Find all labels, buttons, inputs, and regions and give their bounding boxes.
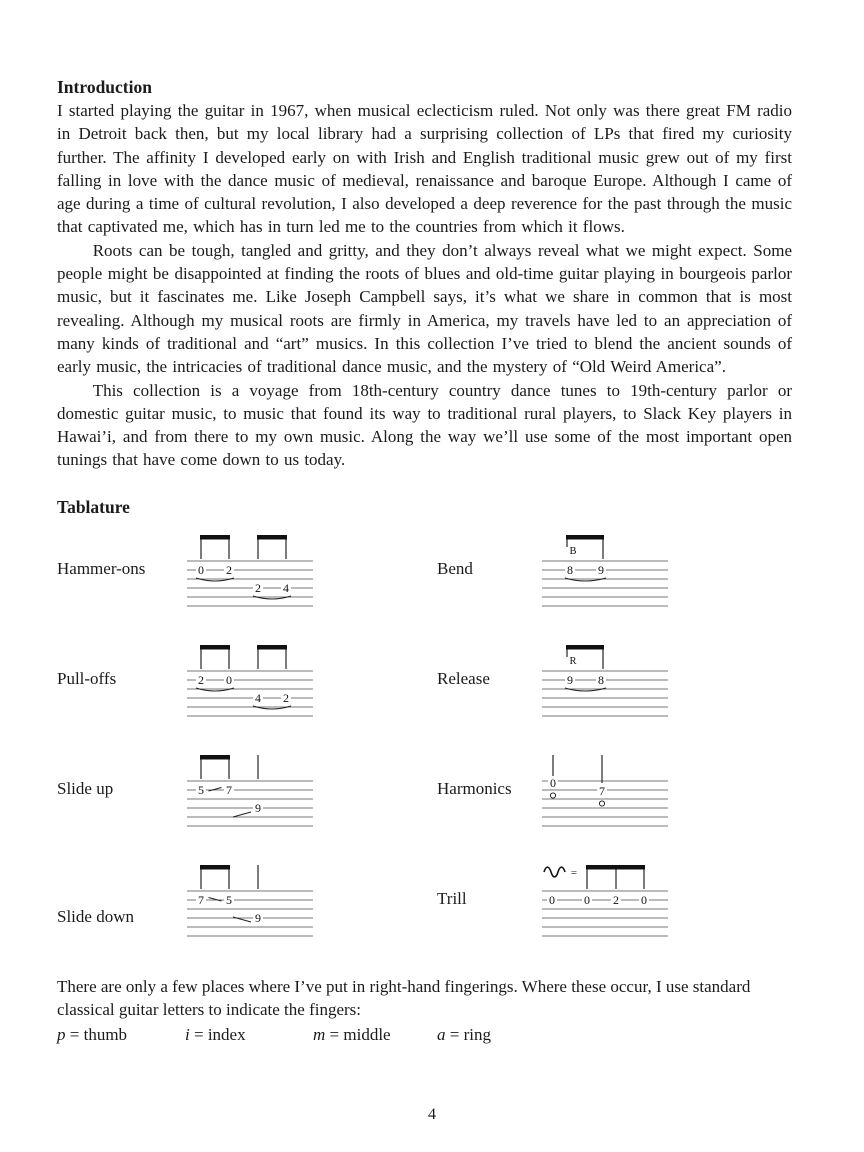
release-mark: R xyxy=(569,655,577,667)
pull-offs-staff xyxy=(185,643,437,733)
intro-paragraph-1: I started playing the guitar in 1967, when musical eclecticism ruled. Not only was there great FM radio in Detroit back then, but my local library had a surprising collection of LPs that fired my curiosity further. The affinity I developed early on with Irish and English traditional music grew out of my first falling in love with the dance music of medieval, renaissance and baroque Europe. Although I came of age during a time of cultural revolution, I also developed a deep reverence for the past through the music that captivated me, which has in turn led me to the countries from which it flows. xyxy=(57,101,792,237)
trill-tab-diagram xyxy=(540,863,670,948)
slur xyxy=(565,688,606,691)
trill-label: Trill xyxy=(437,888,467,908)
tab-number: 4 xyxy=(283,580,289,595)
staff-lines xyxy=(542,891,668,936)
slide-down-tab-diagram xyxy=(185,863,315,948)
tab-number: 0 xyxy=(584,892,590,907)
fingering-middle: m = middle xyxy=(313,1025,391,1045)
slide-down-staff xyxy=(185,863,437,953)
pull-offs-label: Pull-offs xyxy=(57,668,117,688)
tab-row-3 xyxy=(57,753,792,843)
hammer-ons-tab-diagram xyxy=(185,533,315,618)
release-tab-diagram xyxy=(540,643,670,728)
tab-number: 0 xyxy=(550,775,556,790)
beam xyxy=(566,535,604,540)
tab-row-2 xyxy=(57,643,792,733)
slur xyxy=(196,688,234,691)
hammer-ons-label: Hammer-ons xyxy=(57,558,146,578)
page-number: 4 xyxy=(428,1106,436,1123)
trill-equals: = xyxy=(570,866,578,879)
beams xyxy=(200,645,287,650)
tab-number: 9 xyxy=(598,562,604,577)
introduction-heading: Introduction xyxy=(57,77,152,97)
stems xyxy=(553,755,602,783)
tab-number: 2 xyxy=(283,690,289,705)
tab-number: 0 xyxy=(198,562,204,577)
intro-paragraph-2: Roots can be tough, tangled and gritty, and they don’t always reveal what we might expect. Some people might be disappointed at finding the roots of blues and old-time guitar playing in bourgeois parlor music, but it fascinates me. Like Joseph Campbell says, it’s what we share in common that is most revealing. Although my musical roots are firmly in America, my travels have led to an appreciation of many kinds of traditional and “art” musics. In this collection I’ve tried to blend the ancient sounds of early music, the intricacies of traditional dance music, and the mystery of “Old Weird America”. xyxy=(57,240,792,377)
beam xyxy=(566,645,604,650)
tab-number: 9 xyxy=(567,672,573,687)
harmonic-circles xyxy=(550,793,604,806)
fingering-thumb: p = thumb xyxy=(57,1025,128,1045)
bend-tab-diagram xyxy=(540,533,670,618)
tab-number: 2 xyxy=(226,562,232,577)
tab-row-1 xyxy=(57,533,792,623)
fingering-index: i = index xyxy=(185,1025,246,1045)
slide-down-label: Slide down xyxy=(57,906,134,926)
tab-number: 8 xyxy=(598,672,604,687)
tab-number: 2 xyxy=(255,580,261,595)
release-staff xyxy=(540,643,670,733)
bend-label: Bend xyxy=(437,558,473,578)
slur xyxy=(253,596,291,599)
slur xyxy=(565,578,606,581)
tab-number: 2 xyxy=(198,672,204,687)
bend-mark: B xyxy=(569,545,577,557)
slide-up-label: Slide up xyxy=(57,778,114,798)
tab-number: 0 xyxy=(226,672,232,687)
tab-number: 7 xyxy=(226,782,232,797)
tab-number: 5 xyxy=(198,782,204,797)
beam xyxy=(200,755,230,760)
beam xyxy=(200,865,230,870)
tab-row-4 xyxy=(57,863,792,953)
trill-staff xyxy=(540,863,670,953)
slide-up-tab-diagram xyxy=(185,753,315,838)
trill-squiggle-icon xyxy=(544,867,565,877)
tab-number: 5 xyxy=(226,892,232,907)
tab-number: 9 xyxy=(255,910,261,925)
slur xyxy=(196,578,234,581)
slide-up-staff xyxy=(185,753,437,843)
tab-number: 7 xyxy=(599,783,605,798)
intro-paragraph-3: This collection is a voyage from 18th-century country dance tunes to 19th-century parlor or domestic guitar music, to music that found its way to traditional rural players, to Slack Key players in Hawai’i, and from there to my own music. Along the way we’ll use some of the most important open tunings that have come down to us today. xyxy=(57,380,792,470)
tab-number: 0 xyxy=(641,892,647,907)
beams xyxy=(200,535,287,540)
harmonics-staff xyxy=(540,753,670,843)
release-label: Release xyxy=(437,668,490,688)
pull-offs-tab-diagram xyxy=(185,643,315,728)
tablature-heading: Tablature xyxy=(57,496,130,517)
bend-staff xyxy=(540,533,670,623)
tab-number: 4 xyxy=(255,690,261,705)
fingerings-intro-text: There are only a few places where I’ve put in right-hand fingerings. Where these occur, I use standard classical guitar letters to indicate the fingers: xyxy=(57,976,751,1020)
tab-number: 2 xyxy=(613,892,619,907)
slur xyxy=(253,706,291,709)
tab-number: 8 xyxy=(567,562,573,577)
tab-number: 0 xyxy=(549,892,555,907)
harmonics-tab-diagram xyxy=(540,753,670,838)
fingering-ring: a = ring xyxy=(437,1025,491,1045)
harmonics-label: Harmonics xyxy=(437,778,512,798)
hammer-ons-staff xyxy=(185,533,437,623)
tab-number: 7 xyxy=(198,892,204,907)
tab-number: 9 xyxy=(255,800,261,815)
fingering-legend xyxy=(57,1023,792,1046)
